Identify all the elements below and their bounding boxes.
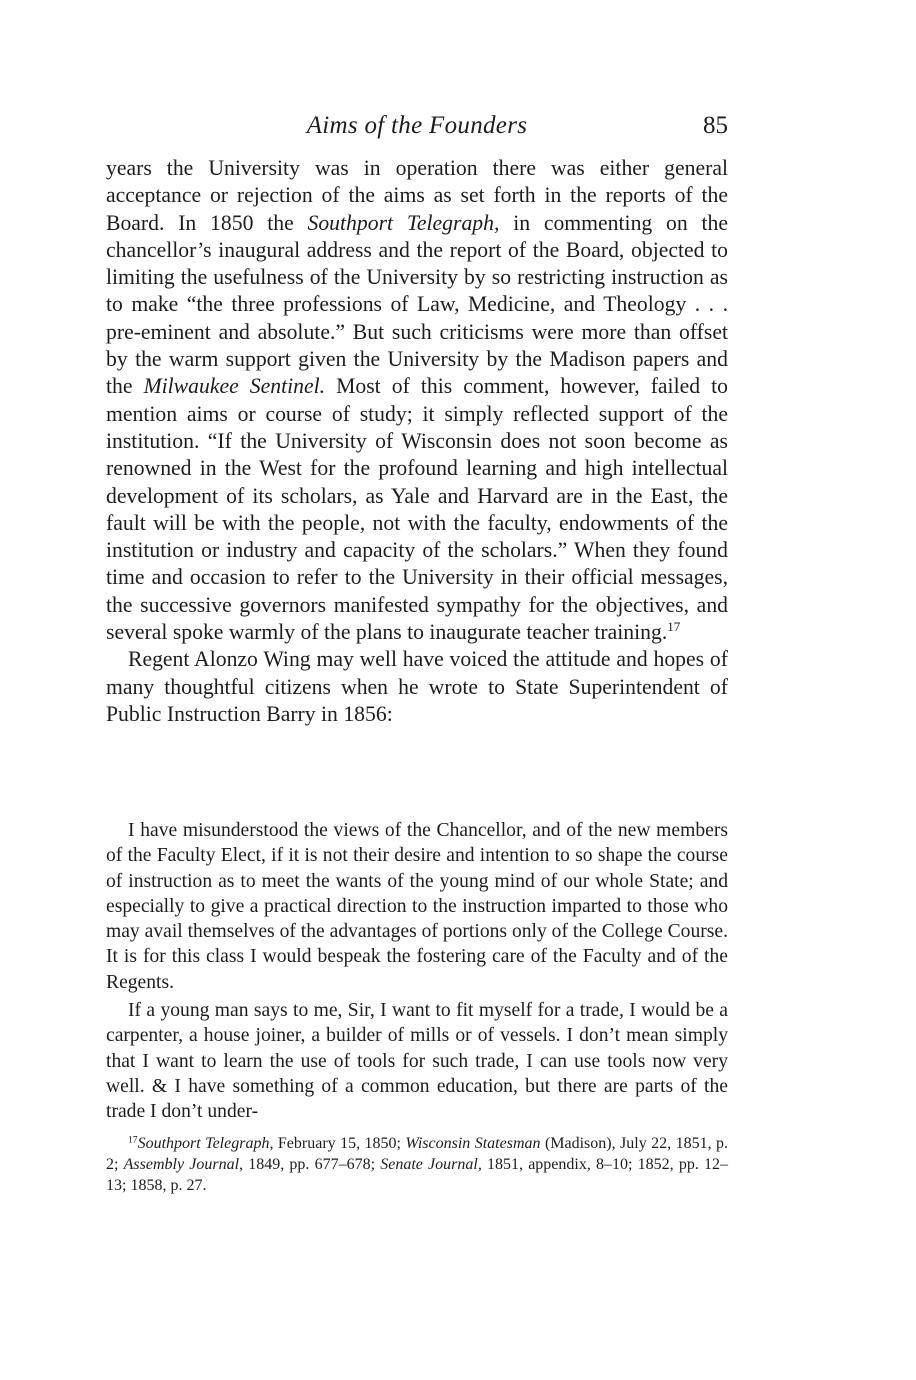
publication-title: Assembly Journal, [123, 1155, 244, 1173]
paragraph-continued [106, 155, 728, 646]
text-run: 1851, appendix, 8–10; 1852, pp. 12–13; 1858, p. 27. [106, 1155, 729, 1194]
footnote-marker: 17 [128, 1134, 138, 1146]
quote-paragraph: If a young man says to me, Sir, I want to fit myself for a trade, I would be a carpenter, a house joiner, a builder of mills or of vessels. I don’t mean simply that I want to learn the use of tools for such trade, I can use tools now very well. & I have something of a common education, but there are parts of the trade I don’t under- [106, 1000, 728, 1123]
text-run: years the University was in operation there was either general acceptance or rejection of the aims as set forth in the reports of the Board. In 1850 the [106, 156, 728, 235]
text-run: in commenting on the chancellor’s inaugural address and the report of the Board, objected to limiting the usefulness of the University by so restricting instruction as to make “the three professions of Law, Medicine, and Theology . . . pre-eminent and absolute.” But such criticisms were more than offset by the warm support given the University by the Madison papers and the [106, 210, 728, 399]
text-run: (Madison), July 22, 1851, p. 2; [106, 1135, 729, 1173]
publication-title: Southport Telegraph, [307, 210, 500, 235]
footnote-reference: 17 [667, 619, 681, 635]
paragraph: Regent Alonzo Wing may well have voiced the attitude and hopes of many thoughtful citizens when he wrote to State Superintendent of Public Instruction Barry in 1856: [106, 647, 728, 726]
running-title: Aims of the Founders [306, 112, 528, 139]
text-run: 1849, pp. 677–678; [243, 1155, 381, 1173]
body-text [106, 155, 728, 728]
publication-title: Wisconsin Statesman [405, 1135, 541, 1152]
block-quote [106, 818, 728, 1125]
publication-title: Southport Telegraph, [137, 1135, 274, 1152]
publication-title: Senate Journal, [380, 1155, 482, 1173]
running-head [106, 112, 728, 146]
footnote-text [106, 1134, 728, 1196]
quote-paragraph: I have misunderstood the views of the Chancellor, and of the new members of the Faculty Elect, if it is not their desire and intention to so shape the course of instruction as to meet the wants of the young mind of our whole State; and especially to give a practical direction to the instruction imparted to those who may avail themselves of the advantages of portions only of the College Course. It is for this class I would bespeak the fostering care of the Faculty and of the Regents. [106, 820, 728, 993]
page-number: 85 [703, 112, 728, 139]
footnote [106, 1134, 728, 1196]
text-run: February 15, 1850; [273, 1135, 406, 1152]
text-run: Most of this comment, however, failed to mention aims or course of study; it simply reflected support of the institution. “If the University of Wisconsin does not soon become as renowned in the West for the profound learning and high intellectual development of its scholars, as Yale and Harvard are in the East, the fault will be with the people, not with the faculty, endowments of the institution or industry and capacity of the scholars.” When they found time and occasion to refer to the University in their official messages, the successive governors manifested sympathy for the objectives, and several spoke warmly of the plans to inaugurate teacher training. [106, 374, 729, 645]
publication-title: Milwaukee Sentinel. [143, 374, 326, 399]
